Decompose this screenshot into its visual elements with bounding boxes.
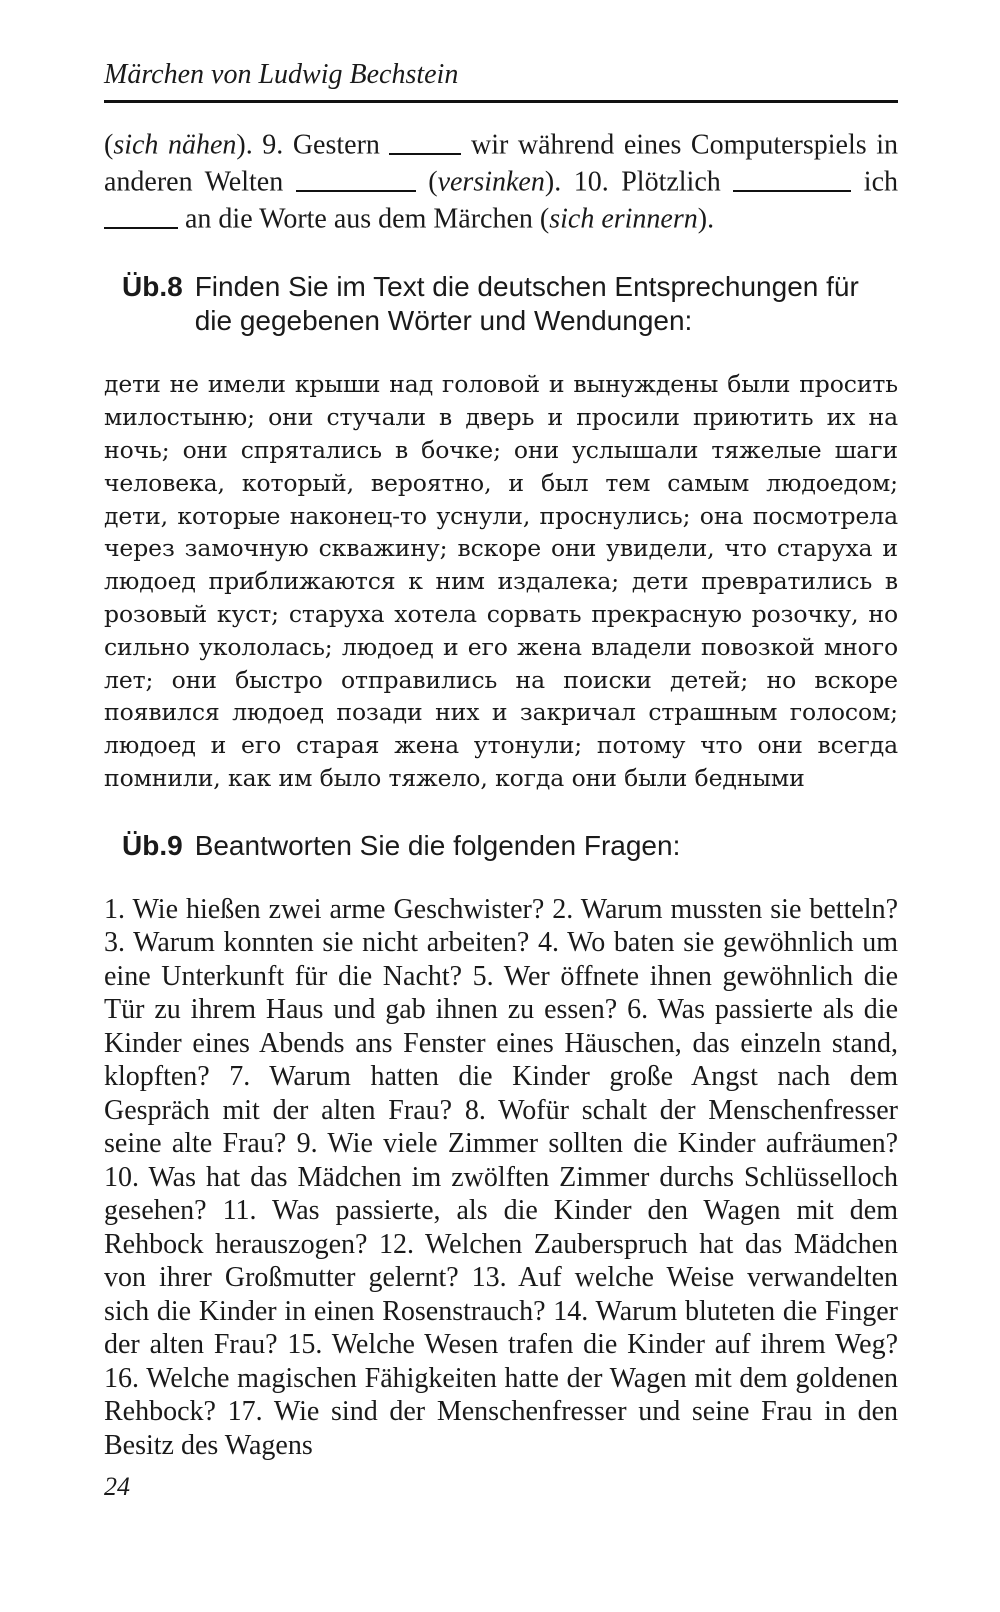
running-header: Märchen von Ludwig Bechstein xyxy=(104,59,459,90)
exercise-8-label: Üb.8 xyxy=(122,271,183,303)
verb-hint: sich erinnern xyxy=(549,203,698,235)
exercise-8-text: дети не имели крыши над головой и вынуждены были просить милостыню; они стучали в дверь и просили приютить их на ночь; они спрятались в бочке; они услышали тяжелые шаги человека, который, вероятно, и был тем самым людоедом; дети, которые наконец-то уснули, проснулись; она посмотрела через замочную скважину; вскоре они увидели, что старуха и людоед приближаются к ним издалека; дети превратились в розовый куст; старуха хотела сорвать прекрасную розочку, но сильно укололась; людоед и его жена владели повозкой много лет; они быстро отправились на поиски детей; но вскоре появился людоед позади них и закричал страшным голосом; людоед и его старая жена утонули; потому что они всегда помнили, как им было тяжело, когда они были бедными xyxy=(104,370,898,792)
sentence-text: wir während eines Computerspiels in anderen Welten xyxy=(104,129,898,198)
fill-in-blank xyxy=(733,162,851,192)
exercise-8-title: Finden Sie im Text die deutschen Entsprechungen für die gegebenen Wörter und Wendungen: xyxy=(194,271,859,337)
fill-in-blank xyxy=(389,125,461,155)
exercise-7-continuation xyxy=(104,125,898,236)
sentence-text: ). xyxy=(697,203,715,235)
exercise-9-heading xyxy=(122,829,898,863)
sentence-text: ). 9. Gestern xyxy=(236,129,390,161)
sentence-text: ( xyxy=(415,166,438,198)
book-page xyxy=(104,58,898,1462)
header-rule xyxy=(104,100,898,103)
exercise-9-title: Beantworten Sie die folgenden Fragen: xyxy=(194,829,681,861)
sentence-text: an die Worte aus dem Märchen ( xyxy=(178,203,550,235)
verb-hint: versinken xyxy=(437,166,545,198)
fill-in-blank xyxy=(104,199,178,229)
exercise-8-heading xyxy=(122,270,898,338)
exercise-9-label: Üb.9 xyxy=(122,829,183,861)
exercise-9-questions: 1. Wie hießen zwei arme Geschwister? 2. Warum mussten sie betteln? 3. Warum konnten sie nicht arbeiten? 4. Wo baten sie gewöhnlich um eine Unterkunft für die Nacht? 5. Wer öffnete ihnen gewöhnlich die Tür zu ihrem Haus und gab ihnen zu essen? 6. Was passierte als die Kinder eines Abends ans Fenster eines Häuschen, das einzeln stand, klopften? 7. Warum hatten die Kinder große Angst nach dem Gespräch mit der alten Frau? 8. Wofür schalt der Menschenfresser seine alte Frau? 9. Wie viele Zimmer sollten die Kinder aufräumen? 10. Was hat das Mädchen im zwölften Zimmer durchs Schlüsselloch gesehen? 11. Was passierte, als die Kinder den Wagen mit dem Rehbock herauszogen? 12. Welchen Zauberspruch hat das Mädchen von ihrer Großmutter gelernt? 13. Auf welche Weise verwandelten sich die Kinder in einen Rosenstrauch? 14. Warum bluteten die Finger der alten Frau? 15. Welche Wesen trafen die Kinder auf ihrem Weg? 16. Welche magischen Fähigkeiten hatte der Wagen mit dem goldenen Rehbock? 17. Wie sind der Menschenfresser und seine Frau in den Besitz des Wagens xyxy=(104,893,898,1461)
fill-in-blank xyxy=(296,162,416,192)
page-number: 24 xyxy=(104,1472,130,1501)
sentence-text: ). 10. Plötzlich xyxy=(544,166,734,198)
sentence-text: ( xyxy=(104,129,114,161)
verb-hint: sich nähen xyxy=(113,129,237,161)
sentence-text: ich xyxy=(851,166,898,198)
